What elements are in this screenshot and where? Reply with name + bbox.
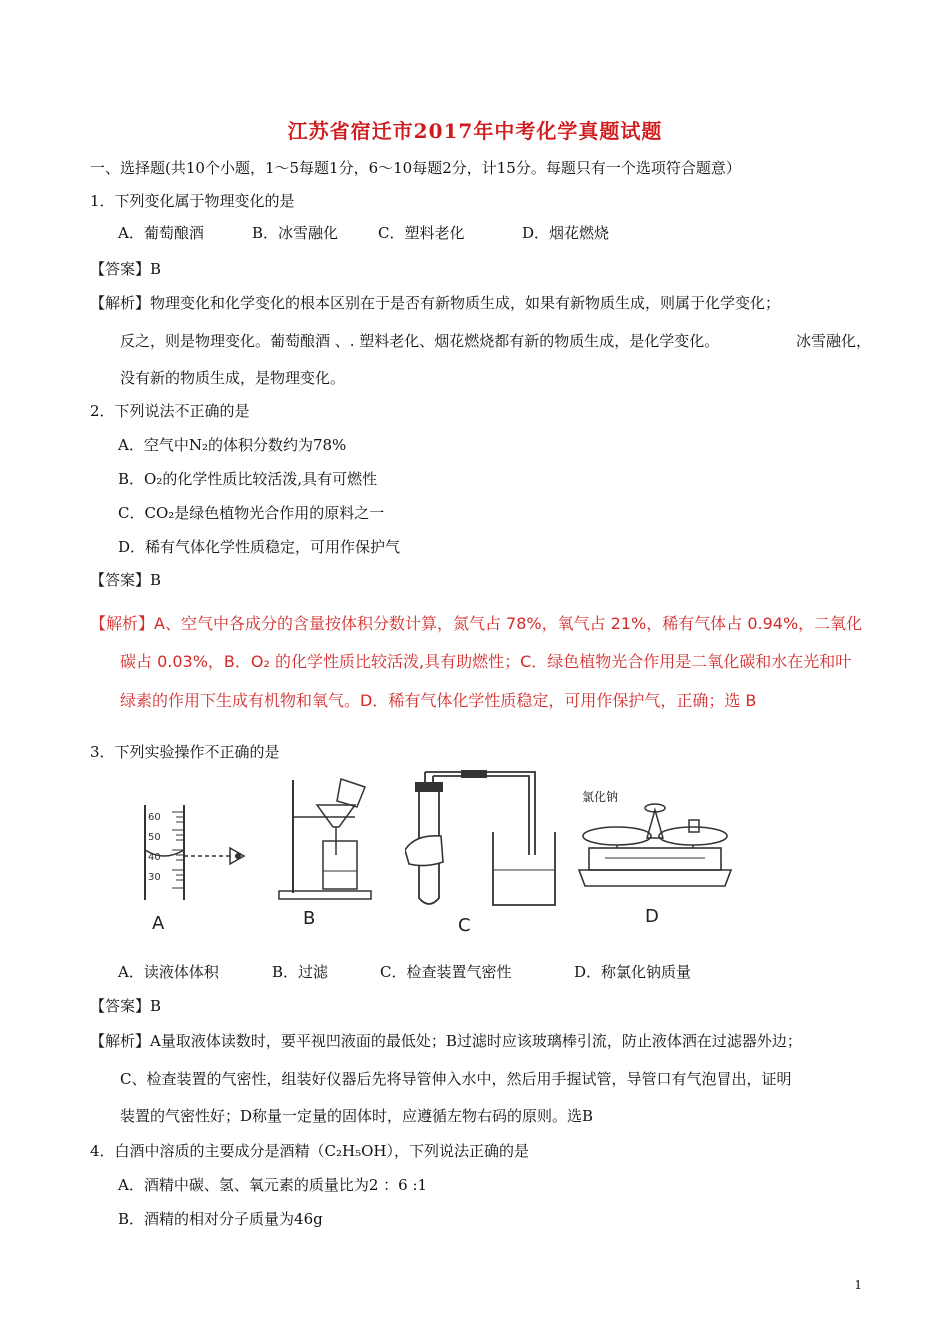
- figure-a-label: A: [152, 913, 165, 934]
- page-number: 1: [854, 1278, 862, 1292]
- q3-option-d: D．称氯化钠质量: [574, 963, 692, 981]
- q1-analysis-line2b: 冰雪融化，: [796, 332, 872, 350]
- q1-option-d: D．烟花燃烧: [522, 224, 610, 242]
- figure-c-airtightness: [405, 770, 565, 915]
- q4-option-a: A．酒精中碳、氢、氧元素的质量比为2 ：6 :1: [118, 1176, 428, 1194]
- q1-stem: 1．下列变化属于物理变化的是: [90, 192, 295, 210]
- figure-d-balance-label: 氯化钠: [582, 790, 619, 804]
- q1-option-a: A．葡萄酿酒: [118, 224, 204, 242]
- q1-analysis-line1: 【解析】物理变化和化学变化的根本区别在于是否有新物质生成，如果有新物质生成，则属于化学变化；: [90, 294, 781, 312]
- page-title: 江苏省宿迁市2017年中考化学真题试题: [287, 119, 663, 143]
- q4-option-b: B．酒精的相对分子质量为46g: [118, 1210, 323, 1228]
- scale-tick-label: 60: [148, 812, 161, 823]
- q3-answer: 【答案】B: [90, 997, 162, 1015]
- figure-c-label: C: [458, 915, 471, 936]
- scale-tick-label: 40: [148, 852, 161, 863]
- figure-b-label: B: [303, 908, 316, 929]
- q3-analysis-line1: 【解析】A量取液体读数时，要平视凹液面的最低处；B过滤时应该玻璃棒引流，防止液体洒在过滤器外边；: [90, 1032, 802, 1050]
- q2-option-d: D．稀有气体化学性质稳定，可用作保护气: [118, 538, 401, 556]
- q2-analysis-line3: 绿素的作用下生成有机物和氧气。D．稀有气体化学性质稳定，可用作保护气，正确；选 B: [120, 691, 757, 710]
- figure-d-balance: [575, 790, 735, 900]
- q1-option-b: B．冰雪融化: [252, 224, 339, 242]
- q3-analysis-line3: 装置的气密性好；D称量一定量的固体时，应遵循左物右码的原则。选B: [120, 1107, 594, 1125]
- section-heading: 一、选择题(共10个小题，1～5每题1分，6～10每题2分，计15分。每题只有一个选项符合题意）: [90, 159, 741, 177]
- scale-tick-label: 30: [148, 872, 161, 883]
- q2-analysis-line1: 【解析】A、空气中各成分的含量按体积分数计算，氮气占 78%，氧气占 21%，稀有气体占 0.94%，二氧化: [90, 614, 863, 633]
- q3-stem: 3．下列实验操作不正确的是: [90, 743, 280, 761]
- scale-tick-label: 50: [148, 832, 161, 843]
- q1-answer: 【答案】B: [90, 260, 162, 278]
- q2-answer: 【答案】B: [90, 571, 162, 589]
- q2-stem: 2．下列说法不正确的是: [90, 402, 250, 420]
- q3-analysis-line2: C、检查装置的气密性，组装好仪器后先将导管伸入水中，然后用手握试管，导管口有气泡冒出，证明: [120, 1070, 792, 1088]
- q2-analysis-line2: 碳占 0.03%，B．O₂ 的化学性质比较活泼,具有助燃性；C．绿色植物光合作用是二氧化碳和水在光和叶: [120, 652, 852, 671]
- figure-b-filtration: [275, 775, 385, 905]
- figure-d-label: D: [645, 906, 659, 927]
- figure-a-scale: [148, 808, 161, 888]
- q1-analysis-line3: 没有新的物质生成，是物理变化。: [120, 369, 346, 387]
- q1-option-c: C．塑料老化: [378, 224, 465, 242]
- q1-analysis-line2: 反之，则是物理变化。葡萄酿酒 、. 塑料老化、烟花燃烧都有新的物质生成，是化学变化。: [120, 332, 720, 350]
- q4-stem: 4．白酒中溶质的主要成分是酒精（C₂H₅OH），下列说法正确的是: [90, 1142, 530, 1160]
- q3-option-a: A．读液体体积: [118, 963, 219, 981]
- q3-option-b: B．过滤: [272, 963, 329, 981]
- q2-option-b: B．O₂的化学性质比较活泼,具有可燃性: [118, 470, 378, 488]
- q2-option-c: C．CO₂是绿色植物光合作用的原料之一: [118, 504, 385, 522]
- q3-option-c: C．检查装置气密性: [380, 963, 512, 981]
- q2-option-a: A．空气中N₂的体积分数约为78%: [118, 436, 347, 454]
